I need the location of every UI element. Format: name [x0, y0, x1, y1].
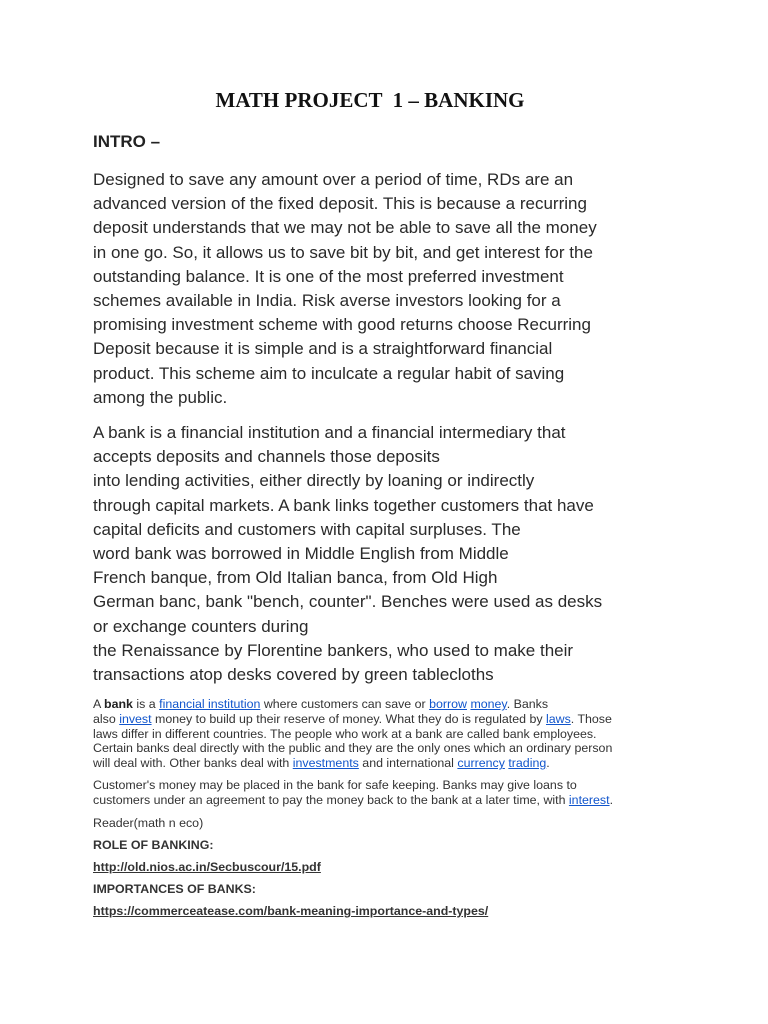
link-interest[interactable]: interest [568, 792, 610, 807]
text-line: laws differ in different countries. The people who work at a bank are called bank employees. [93, 726, 597, 741]
text-line: through capital markets. A bank links together customers that have [93, 495, 594, 515]
text-fragment: . Banks [506, 697, 549, 711]
link-borrow[interactable]: borrow [429, 697, 467, 711]
link-role-of-banking[interactable]: http://old.nios.ac.in/Secbuscour/15.pdf [93, 860, 321, 874]
text-fragment: where customers can save or [260, 697, 430, 711]
text-fragment: money to build up their reserve of money. What they do is regulated by [151, 711, 546, 726]
link-trading[interactable]: trading [508, 756, 547, 771]
text-line: product. This scheme aim to inculcate a regular habit of saving [93, 363, 565, 383]
paragraph-recurring-deposit [93, 168, 597, 410]
paragraph-bank-simple [93, 697, 612, 771]
text-line: promising investment scheme with good returns choose Recurring [93, 315, 591, 335]
text-fragment: . Those [570, 711, 612, 726]
link-importance-of-banks[interactable]: https://commerceatease.com/bank-meaning-importance-and-types/ [93, 904, 489, 918]
text-fragment: customers under an agreement to pay the money back to the bank at a later time, with [93, 792, 569, 807]
text-line [93, 697, 612, 712]
text-line: word bank was borrowed in Middle English from Middle [93, 543, 509, 563]
text-fragment: is a [132, 697, 160, 711]
intro-heading: INTRO – [93, 132, 161, 151]
text-line: outstanding balance. It is one of the most preferred investment [93, 266, 564, 286]
link-currency[interactable]: currency [457, 756, 505, 771]
page-title: MATH PROJECT 1 – BANKING [215, 88, 525, 112]
text-fragment: A [93, 697, 105, 711]
text-line: into lending activities, either directly by loaning or indirectly [93, 471, 535, 491]
text-line: the Renaissance by Florentine bankers, who used to make their [93, 640, 574, 660]
reader-note: Reader(math n eco) [93, 816, 204, 830]
text-line: Deposit because it is simple and is a straightforward financial [93, 339, 553, 359]
text-fragment: and international [358, 756, 458, 771]
paragraph-customer-money [93, 778, 613, 808]
text-line: capital deficits and customers with capital surpluses. The [93, 519, 521, 539]
text-line: A bank is a financial institution and a financial intermediary that [93, 423, 566, 442]
text-line [93, 712, 612, 727]
text-line: among the public. [93, 387, 228, 407]
text-line: or exchange counters during [93, 616, 309, 636]
importances-heading: IMPORTANCES OF BANKS: [93, 882, 256, 896]
paragraph-bank-definition [93, 421, 602, 687]
text-fragment: will deal with. Other banks deal with [93, 756, 293, 771]
text-line: French banque, from Old Italian banca, from Old High [93, 568, 498, 588]
text-line [93, 756, 612, 771]
text-line: deposit understands that we may not be able to save all the money [93, 218, 597, 238]
text-line: transactions atop desks covered by green tablecloths [93, 664, 494, 684]
text-line: German banc, bank "bench, counter". Benches were used as desks [93, 592, 603, 612]
link-financial-institution[interactable]: financial institution [159, 697, 261, 711]
link-invest[interactable]: invest [119, 711, 152, 726]
text-line: Certain banks deal directly with the public and they are the only ones which an ordinary person [93, 741, 613, 756]
role-of-banking-heading: ROLE OF BANKING: [93, 838, 214, 852]
text-line: advanced version of the fixed deposit. This is because a recurring [93, 194, 587, 214]
text-line: Customer's money may be placed in the bank for safe keeping. Banks may give loans to [93, 778, 577, 792]
text-fragment: . [546, 756, 550, 771]
text-line: schemes available in India. Risk averse investors looking for a [93, 290, 561, 310]
text-line: accepts deposits and channels those deposits [93, 447, 440, 467]
keyword-bank: bank [104, 697, 133, 711]
link-investments[interactable]: investments [292, 756, 359, 771]
text-fragment: also [93, 711, 120, 726]
text-line [93, 793, 613, 808]
text-line: Designed to save any amount over a period of time, RDs are an [93, 170, 574, 189]
link-laws[interactable]: laws [545, 711, 571, 726]
text-line: in one go. So, it allows us to save bit by bit, and get interest for the [93, 242, 593, 262]
text-fragment: . [609, 792, 614, 807]
link-money[interactable]: money [470, 697, 507, 711]
